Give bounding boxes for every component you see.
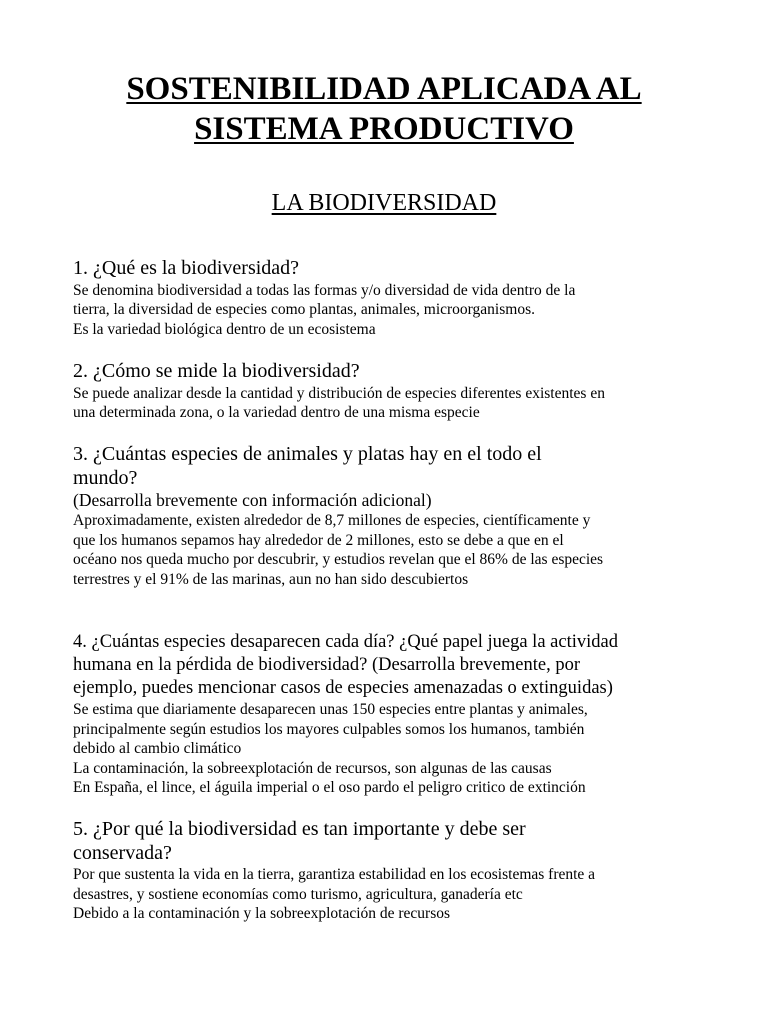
answer-1-line-3: Es la variedad biológica dentro de un ecosistema (73, 320, 376, 338)
section-4 (73, 631, 713, 798)
answer-4-line-4: La contaminación, la sobreexplotación de recursos, son algunas de las causas (73, 759, 552, 777)
answer-5-line-1: Por que sustenta la vida en la tierra, garantiza estabilidad en los ecosistemas frente a (73, 866, 596, 883)
answer-4-line-1: Se estima que diariamente desaparecen unas 150 especies entre plantas y animales, (73, 701, 588, 718)
answer-3-line-4: terrestres y el 91% de las marinas, aun no han sido descubiertos (73, 570, 469, 588)
question-5-line-1: 5. ¿Por qué la biodiversidad es tan importante y debe ser (73, 818, 526, 840)
answer-2-line-2: una determinada zona, o la variedad dentro de una misma especie (73, 404, 480, 421)
question-5-line-2: conservada? (73, 841, 172, 864)
answer-5-line-2: desastres, y sostiene economías como turismo, agricultura, ganadería etc (73, 885, 523, 903)
question-4-line-2: humana en la pérdida de biodiversidad? (Desarrolla brevemente, por (73, 655, 580, 675)
section-1 (73, 257, 713, 339)
question-1: 1. ¿Qué es la biodiversidad? (73, 257, 300, 279)
answer-4-line-5: En España, el lince, el águila imperial o el oso pardo el peligro critico de extinción (73, 779, 586, 796)
question-4-line-1: 4. ¿Cuántas especies desaparecen cada día? ¿Qué papel juega la actividad (73, 632, 618, 652)
answer-5-line-3: Debido a la contaminación y la sobreexplotación de recursos (73, 905, 451, 922)
section-3 (73, 443, 713, 589)
section-5 (73, 818, 713, 924)
question-4-line-3: ejemplo, puedes mencionar casos de especies amenazadas o extinguidas) (73, 678, 613, 698)
section-2 (73, 360, 713, 423)
answer-4-line-2: principalmente según estudios los mayores culpables somos los humanos, también (73, 720, 585, 738)
answer-3-line-2: que los humanos sepamos hay alrededor de 2 millones, esto se debe a que en el (73, 531, 564, 549)
question-3-note: (Desarrolla brevemente con información adicional) (73, 490, 432, 510)
document-title-line-1: SOSTENIBILIDAD APLICADA AL (126, 71, 642, 107)
answer-3-line-1: Aproximadamente, existen alrededor de 8,7 millones de especies, científicamente y (73, 512, 591, 529)
answer-2-line-1: Se puede analizar desde la cantidad y distribución de especies diferentes existentes en (73, 384, 605, 402)
document-subtitle: LA BIODIVERSIDAD (271, 190, 497, 216)
answer-1-line-2: tierra, la diversidad de especies como plantas, animales, microorganismos. (73, 301, 535, 318)
answer-4-line-3: debido al cambio climático (73, 740, 242, 757)
question-3-line-1: 3. ¿Cuántas especies de animales y platas hay en el todo el (73, 443, 542, 465)
question-3-line-2: mundo? (73, 466, 138, 489)
answer-1-line-1: Se denomina biodiversidad a todas las formas y/o diversidad de vida dentro de la (73, 281, 576, 299)
question-2: 2. ¿Cómo se mide la biodiversidad? (73, 360, 360, 382)
document-title-line-2: SISTEMA PRODUCTIVO (194, 111, 574, 147)
answer-3-line-3: océano nos queda mucho por descubrir, y estudios revelan que el 86% de las especies (73, 551, 604, 568)
